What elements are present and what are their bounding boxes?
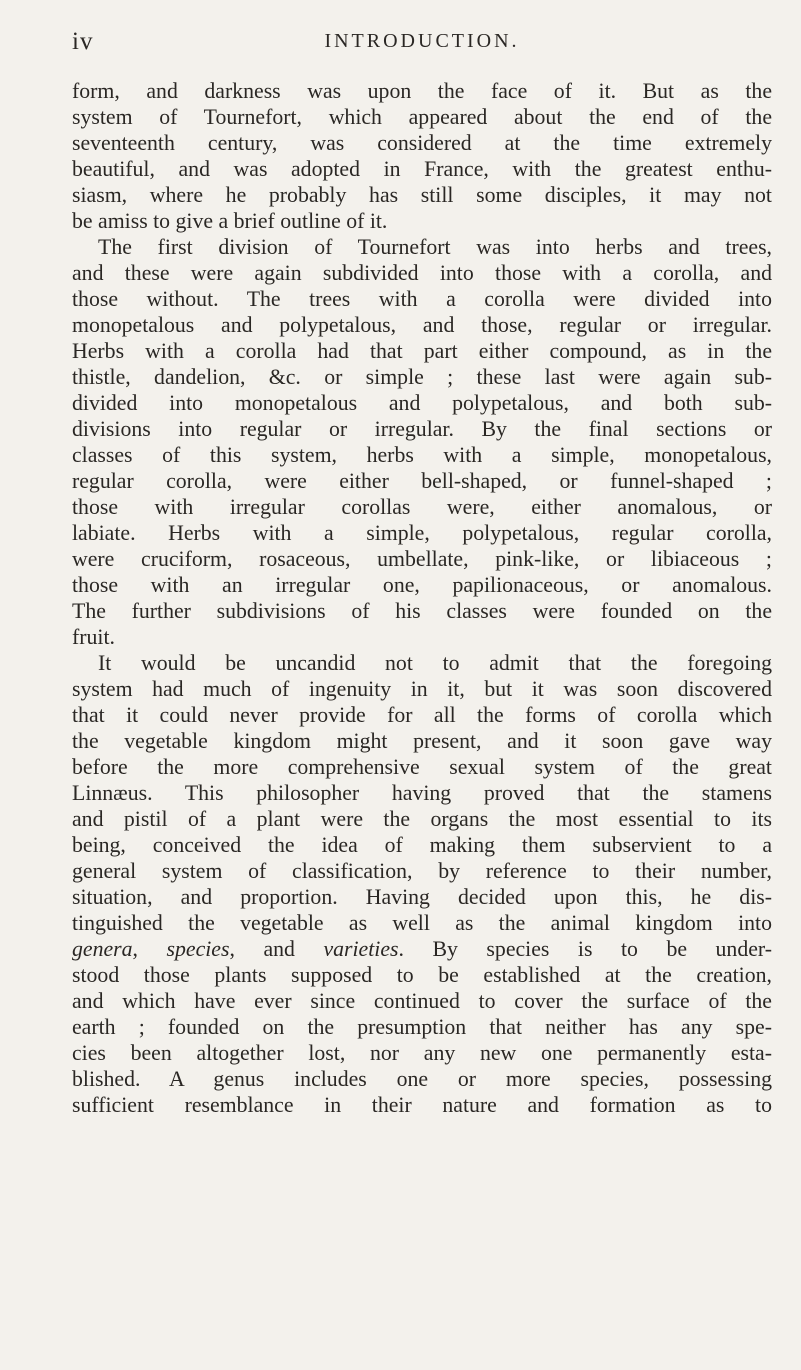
separator: , <box>132 937 167 961</box>
text-line: the vegetable kingdom might present, and it soon gave way <box>72 729 772 753</box>
text-line: It would be uncandid not to admit that the foregoing <box>98 651 772 675</box>
running-head: INTRODUCTION. <box>324 30 520 52</box>
text-line: siasm, where he probably has still some disciples, it may not <box>72 183 772 207</box>
text-line: form, and darkness was upon the face of it. But as the <box>72 79 772 103</box>
text-line: divided into monopetalous and polypetalous, and both sub- <box>72 391 772 415</box>
text-line: The further subdivisions of his classes were founded on the <box>72 599 772 623</box>
text-line: thistle, dandelion, &c. or simple ; these last were again sub- <box>72 365 772 389</box>
page-header <box>72 22 772 58</box>
text-line: divisions into regular or irregular. By the final sections or <box>72 417 772 441</box>
text-line: were cruciform, rosaceous, umbellate, pink-like, or libiaceous ; <box>72 547 772 571</box>
text-line: monopetalous and polypetalous, and those, regular or irregular. <box>72 313 772 337</box>
paragraph <box>72 78 772 234</box>
text-line: earth ; founded on the presumption that neither has any spe- <box>72 1015 772 1039</box>
term-varieties: varieties <box>323 937 399 961</box>
text-line: tinguished the vegetable as well as the animal kingdom into <box>72 911 772 935</box>
text-line: general system of classification, by reference to their number, <box>72 859 772 883</box>
term-genera: genera <box>72 937 133 961</box>
text-line: situation, and proportion. Having decided upon this, he dis- <box>72 885 772 909</box>
page-number: iv <box>72 28 94 55</box>
text-line: those with irregular corollas were, either anomalous, or <box>72 495 772 519</box>
text-line: those with an irregular one, papilionaceous, or anomalous. <box>72 573 772 597</box>
text-line: and these were again subdivided into those with a corolla, and <box>72 261 772 285</box>
text-line: fruit. <box>72 625 115 649</box>
text-line: stood those plants supposed to be established at the creation, <box>72 963 772 987</box>
text-line: Linnæus. This philosopher having proved that the stamens <box>72 781 772 805</box>
text-line: system of Tournefort, which appeared about the end of the <box>72 105 772 129</box>
paragraph <box>72 234 772 650</box>
text-line: and pistil of a plant were the organs the most essential to its <box>72 807 772 831</box>
text-line: regular corolla, were either bell-shaped, or funnel-shaped ; <box>72 469 772 493</box>
text-line: beautiful, and was adopted in France, with the greatest enthu- <box>72 157 772 181</box>
text-line: and which have ever since continued to cover the surface of the <box>72 989 772 1013</box>
body-text <box>72 78 772 1118</box>
text-line: system had much of ingenuity in it, but it was soon discovered <box>72 677 772 701</box>
text-line: being, conceived the idea of making them subservient to a <box>72 833 772 857</box>
paragraph <box>72 650 772 1118</box>
text-line: those without. The trees with a corolla were divided into <box>72 287 772 311</box>
text-line: classes of this system, herbs with a simple, monopetalous, <box>72 443 772 467</box>
text-line: labiate. Herbs with a simple, polypetalous, regular corolla, <box>72 521 772 545</box>
text-line-italic-terms <box>72 936 772 962</box>
text-line: Herbs with a corolla had that part either compound, as in the <box>72 339 772 363</box>
text-line: seventeenth century, was considered at the time extremely <box>72 131 772 155</box>
term-species: species <box>166 937 230 961</box>
separator: , and <box>229 937 324 961</box>
text-line: The first division of Tournefort was into herbs and trees, <box>98 235 772 259</box>
text-line: blished. A genus includes one or more species, possessing <box>72 1067 772 1091</box>
text-line: sufficient resemblance in their nature and formation as to <box>72 1093 772 1117</box>
text-line: cies been altogether lost, nor any new one permanently esta- <box>72 1041 772 1065</box>
text-line: before the more comprehensive sexual system of the great <box>72 755 772 779</box>
text-line: that it could never provide for all the forms of corolla which <box>72 703 772 727</box>
line-rest: . By species is to be under- <box>398 937 772 961</box>
text-line: be amiss to give a brief outline of it. <box>72 209 388 233</box>
